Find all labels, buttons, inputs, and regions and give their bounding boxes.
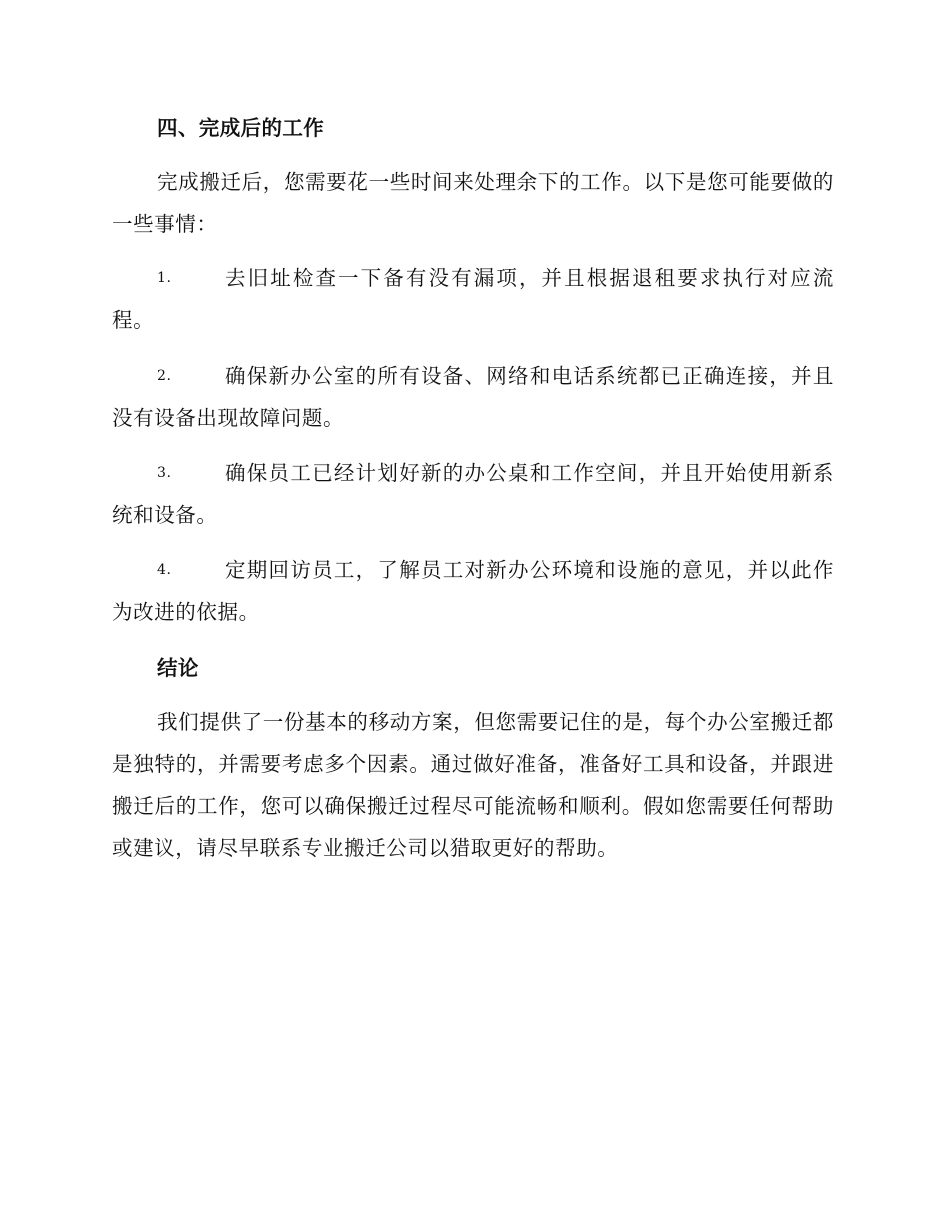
- list-item: [112, 257, 834, 341]
- list-item: [112, 452, 834, 536]
- list-number: 2.: [157, 368, 172, 384]
- list-item-text: 定期回访员工，了解员工对新办公环境和设施的意见，并以此作为改进的依据。: [112, 558, 834, 624]
- list-item-text: 去旧址检查一下备有没有漏项，并且根据退租要求执行对应流程。: [112, 266, 834, 332]
- list-number: 4.: [157, 562, 172, 578]
- list-number: 3.: [157, 465, 172, 481]
- conclusion-paragraph: 我们提供了一份基本的移动方案，但您需要记住的是，每个办公室搬迁都是独特的，并需要考虑多个因素。通过做好准备，准备好工具和设备，并跟进搬迁后的工作，您可以确保搬迁过程尽可能流畅和顺利。假如您需要任何帮助或建议，请尽早联系专业搬迁公司以猎取更好的帮助。: [112, 710, 834, 860]
- list-item-text: 确保员工已经计划好新的办公桌和工作空间，并且开始使用新系统和设备。: [112, 461, 834, 527]
- list-item: [112, 355, 834, 439]
- intro-paragraph: 完成搬迁后，您需要花一些时间来处理余下的工作。以下是您可能要做的一些事情：: [112, 170, 834, 236]
- list-item: [112, 549, 834, 633]
- list-number: 1.: [157, 270, 172, 286]
- list-item-text: 确保新办公室的所有设备、网络和电话系统都已正确连接，并且没有设备出现故障问题。: [112, 364, 834, 430]
- conclusion-heading: 结论: [157, 656, 199, 680]
- section-heading: 四、完成后的工作: [157, 116, 325, 140]
